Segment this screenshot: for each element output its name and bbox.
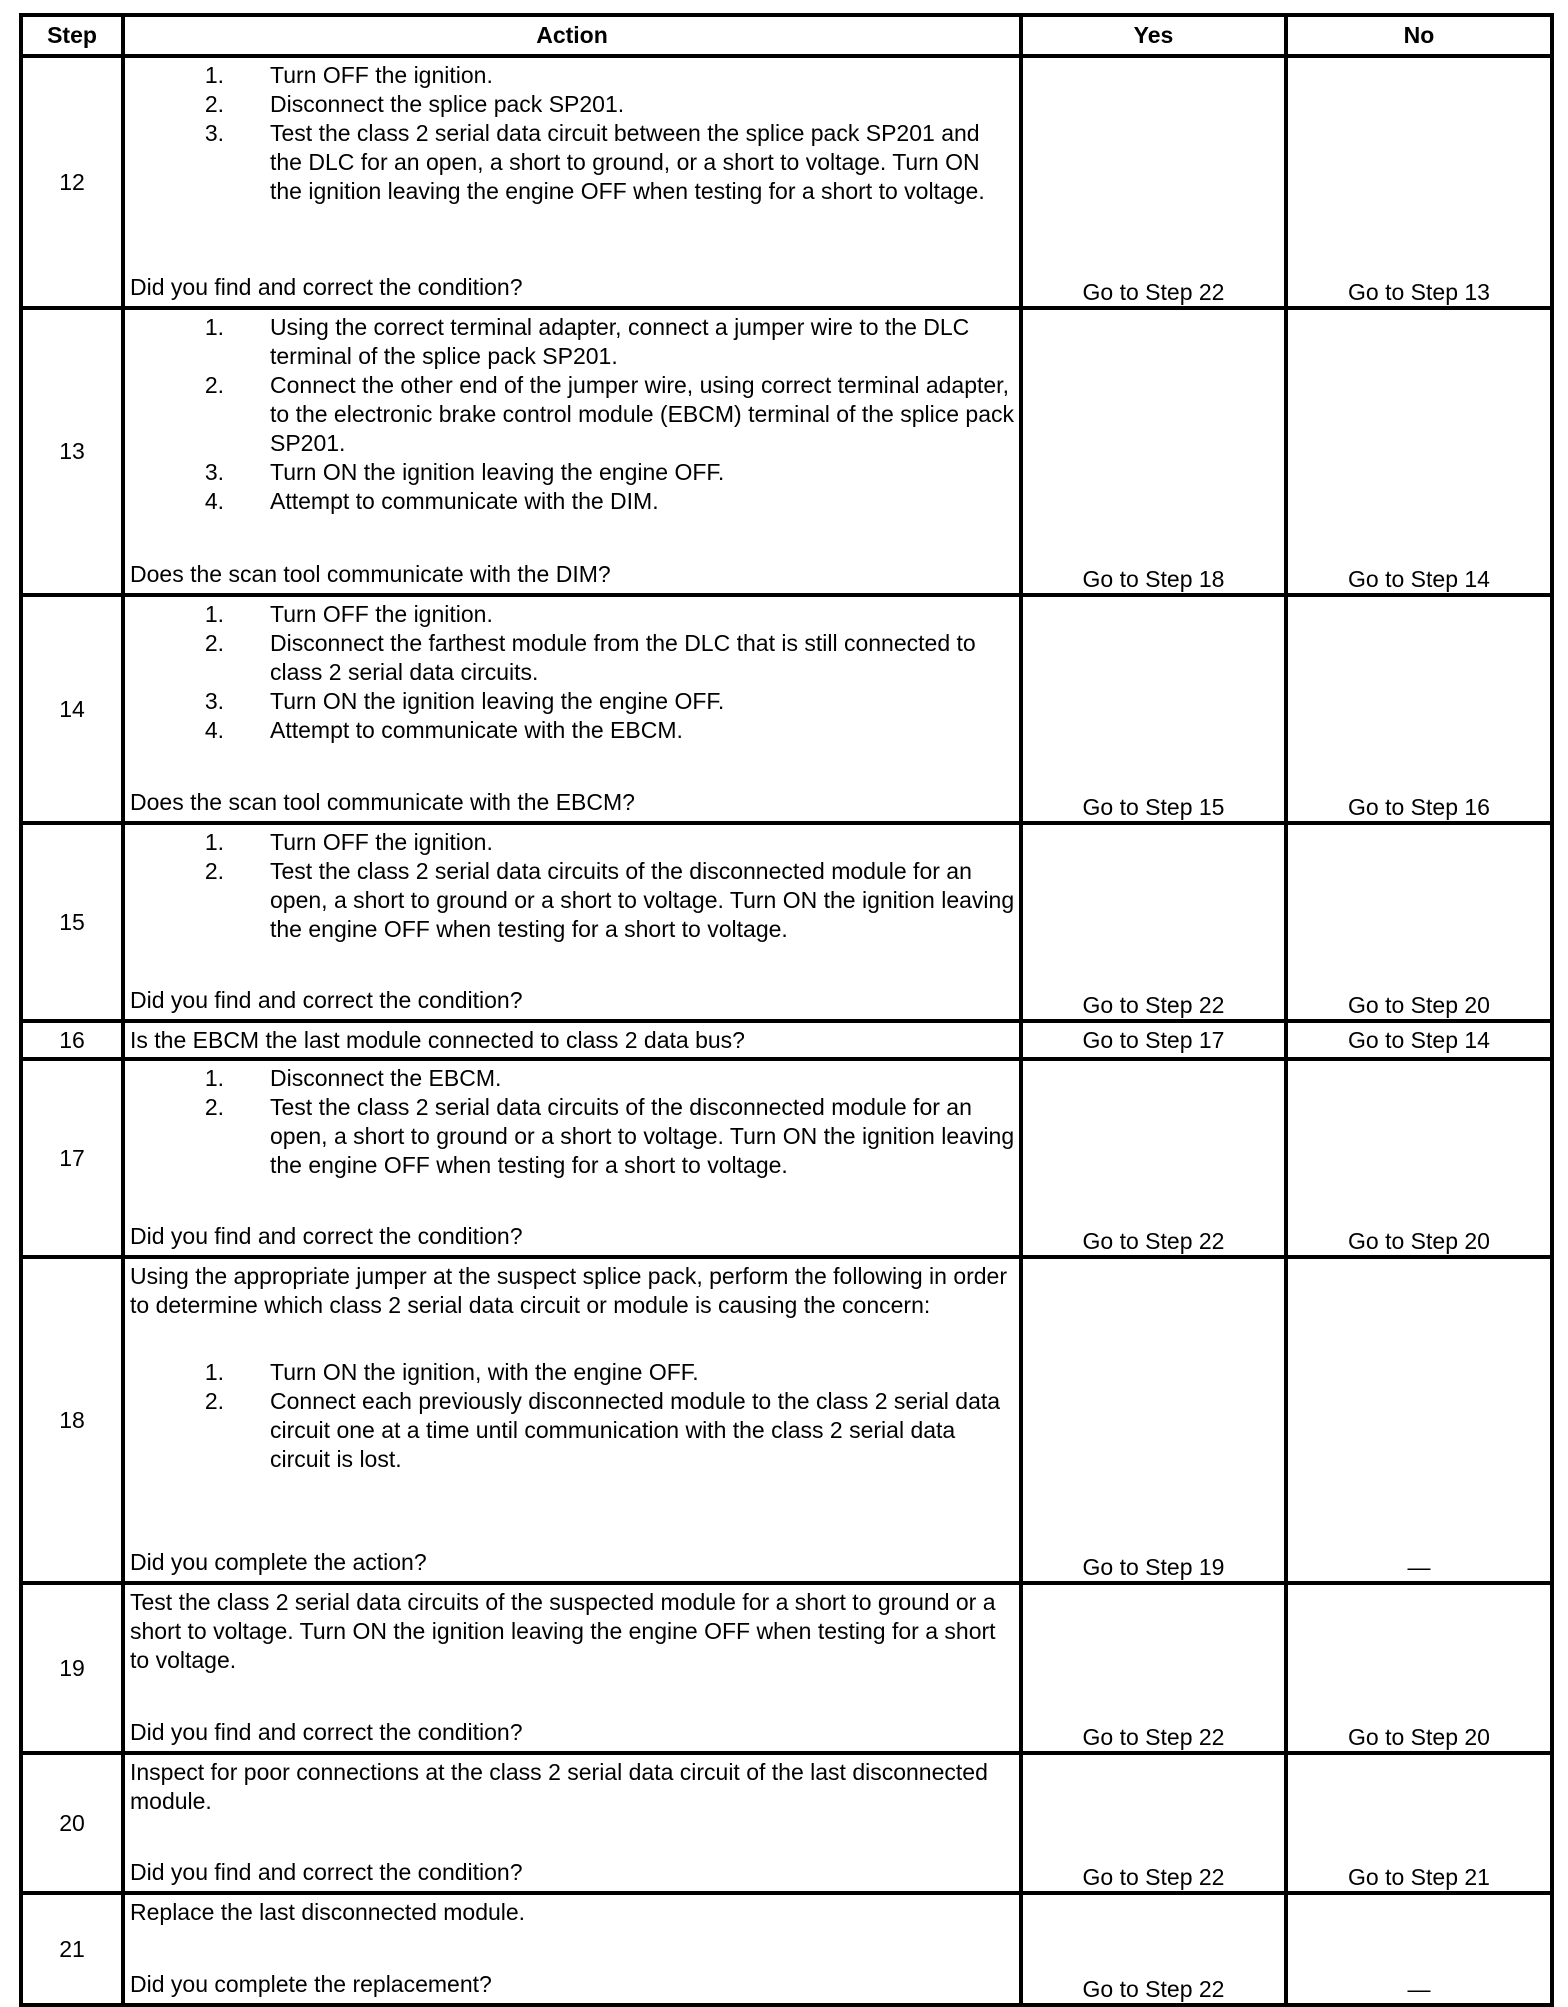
no-outcome: Go to Step 21: [1286, 1753, 1552, 1893]
no-outcome: —: [1286, 1893, 1552, 2005]
list-item: 3 . Test the class 2 serial data circuit between the splice pack SP201 and the DLC for an open, a short to ground, or a short to voltage. Turn ON the ignition leaving the engine OFF when testing for a short to voltage.: [130, 119, 1015, 206]
question: Does the scan tool communicate with the EBCM?: [130, 789, 635, 815]
list-item: 1 . Turn OFF the ignition.: [130, 600, 1015, 629]
yes-outcome: Go to Step 22: [1021, 1583, 1286, 1753]
yes-outcome: Go to Step 22: [1021, 1753, 1286, 1893]
table-row: [21, 1893, 1552, 2005]
no-outcome: Go to Step 14: [1286, 1021, 1552, 1059]
step-number: 16: [21, 1021, 123, 1059]
table-row: [21, 823, 1552, 1021]
action-steps: [130, 600, 1015, 745]
table-row: [21, 1059, 1552, 1257]
list-item: 4 . Attempt to communicate with the DIM.: [130, 487, 1015, 516]
table-row: [21, 1583, 1552, 1753]
list-item: 1 . Using the correct terminal adapter, connect a jumper wire to the DLC terminal of the splice pack SP201.: [130, 313, 1015, 371]
header-row: [21, 15, 1552, 56]
action-steps: [130, 61, 1015, 206]
table-row: [21, 308, 1552, 595]
list-item: 3 . Turn ON the ignition leaving the engine OFF.: [130, 687, 1015, 716]
step-number: 17: [21, 1059, 123, 1257]
action-cell: [123, 56, 1021, 308]
action-cell: [123, 1257, 1021, 1583]
action-text: Inspect for poor connections at the class 2 serial data circuit of the last disconnected module.: [130, 1759, 988, 1814]
list-item: 3 . Turn ON the ignition leaving the engine OFF.: [130, 458, 1015, 487]
action-steps: [130, 313, 1015, 516]
step-number: 19: [21, 1583, 123, 1753]
list-item: 2 . Connect the other end of the jumper wire, using correct terminal adapter, to the electronic brake control module (EBCM) terminal of the splice pack SP201.: [130, 371, 1015, 458]
question: Did you find and correct the condition?: [130, 1719, 523, 1745]
question: Did you find and correct the condition?: [130, 987, 523, 1013]
action-text: Test the class 2 serial data circuits of the suspected module for a short to ground or a short to voltage. Turn ON the ignition leaving the engine OFF when testing for a short to voltage.: [130, 1589, 996, 1673]
question: Did you find and correct the condition?: [130, 1859, 523, 1885]
no-outcome: Go to Step 20: [1286, 1059, 1552, 1257]
list-item: 2 . Disconnect the splice pack SP201.: [130, 90, 1015, 119]
list-item: 1 . Disconnect the EBCM.: [130, 1064, 1015, 1093]
yes-outcome: Go to Step 22: [1021, 823, 1286, 1021]
action-cell: [123, 1753, 1021, 1893]
no-outcome: Go to Step 20: [1286, 1583, 1552, 1753]
no-outcome: Go to Step 14: [1286, 308, 1552, 595]
no-outcome: —: [1286, 1257, 1552, 1583]
diagnostic-procedure-table: [19, 13, 1554, 2007]
header-no: No: [1286, 15, 1552, 56]
question: Did you find and correct the condition?: [130, 1223, 523, 1249]
yes-outcome: Go to Step 17: [1021, 1021, 1286, 1059]
no-outcome: Go to Step 16: [1286, 595, 1552, 823]
action-cell: [123, 823, 1021, 1021]
table-row: [21, 56, 1552, 308]
step-number: 21: [21, 1893, 123, 2005]
no-outcome: Go to Step 20: [1286, 823, 1552, 1021]
step-number: 13: [21, 308, 123, 595]
table-row: [21, 1021, 1552, 1059]
action-cell: [123, 1893, 1021, 2005]
action-cell: [123, 595, 1021, 823]
action-text: Replace the last disconnected module.: [130, 1899, 526, 1925]
header-step: Step: [21, 15, 123, 56]
step-number: 20: [21, 1753, 123, 1893]
step-number: 15: [21, 823, 123, 1021]
step-number: 18: [21, 1257, 123, 1583]
question: Did you complete the action?: [130, 1549, 427, 1575]
step-number: 14: [21, 595, 123, 823]
action-cell: [123, 1583, 1021, 1753]
list-item: 4 . Attempt to communicate with the EBCM.: [130, 716, 1015, 745]
action-steps: [130, 828, 1015, 944]
action-steps: [130, 1358, 1015, 1474]
table-row: [21, 1257, 1552, 1583]
question: Did you complete the replacement?: [130, 1971, 492, 1997]
question: Did you find and correct the condition?: [130, 274, 523, 300]
list-item: 1 . Turn OFF the ignition.: [130, 828, 1015, 857]
list-item: 1 . Turn ON the ignition, with the engine OFF.: [130, 1358, 1015, 1387]
header-action: Action: [123, 15, 1021, 56]
list-item: 2 . Test the class 2 serial data circuits of the disconnected module for an open, a short to ground or a short to voltage. Turn ON the ignition leaving the engine OFF when testing for a short to voltage.: [130, 857, 1015, 944]
table-row: [21, 595, 1552, 823]
yes-outcome: Go to Step 18: [1021, 308, 1286, 595]
question: Is the EBCM the last module connected to class 2 data bus?: [130, 1026, 745, 1053]
yes-outcome: Go to Step 22: [1021, 1893, 1286, 2005]
list-item: 2 . Disconnect the farthest module from the DLC that is still connected to class 2 serial data circuits.: [130, 629, 1015, 687]
header-yes: Yes: [1021, 15, 1286, 56]
yes-outcome: Go to Step 22: [1021, 56, 1286, 308]
no-outcome: Go to Step 13: [1286, 56, 1552, 308]
list-item: 1 . Turn OFF the ignition.: [130, 61, 1015, 90]
question: Does the scan tool communicate with the DIM?: [130, 561, 611, 587]
yes-outcome: Go to Step 15: [1021, 595, 1286, 823]
table-row: [21, 1753, 1552, 1893]
action-cell: [123, 308, 1021, 595]
action-steps: [130, 1064, 1015, 1180]
step-number: 12: [21, 56, 123, 308]
action-cell: [123, 1059, 1021, 1257]
yes-outcome: Go to Step 19: [1021, 1257, 1286, 1583]
list-item: 2 . Test the class 2 serial data circuits of the disconnected module for an open, a short to ground or a short to voltage. Turn ON the ignition leaving the engine OFF when testing for a short to voltage.: [130, 1093, 1015, 1180]
yes-outcome: Go to Step 22: [1021, 1059, 1286, 1257]
list-item: 2 . Connect each previously disconnected module to the class 2 serial data circuit one at a time until communication with the class 2 serial data circuit is lost.: [130, 1387, 1015, 1474]
action-cell: [123, 1021, 1021, 1059]
action-intro: Using the appropriate jumper at the suspect splice pack, perform the following in order to determine which class 2 serial data circuit or module is causing the concern:: [130, 1263, 1008, 1318]
